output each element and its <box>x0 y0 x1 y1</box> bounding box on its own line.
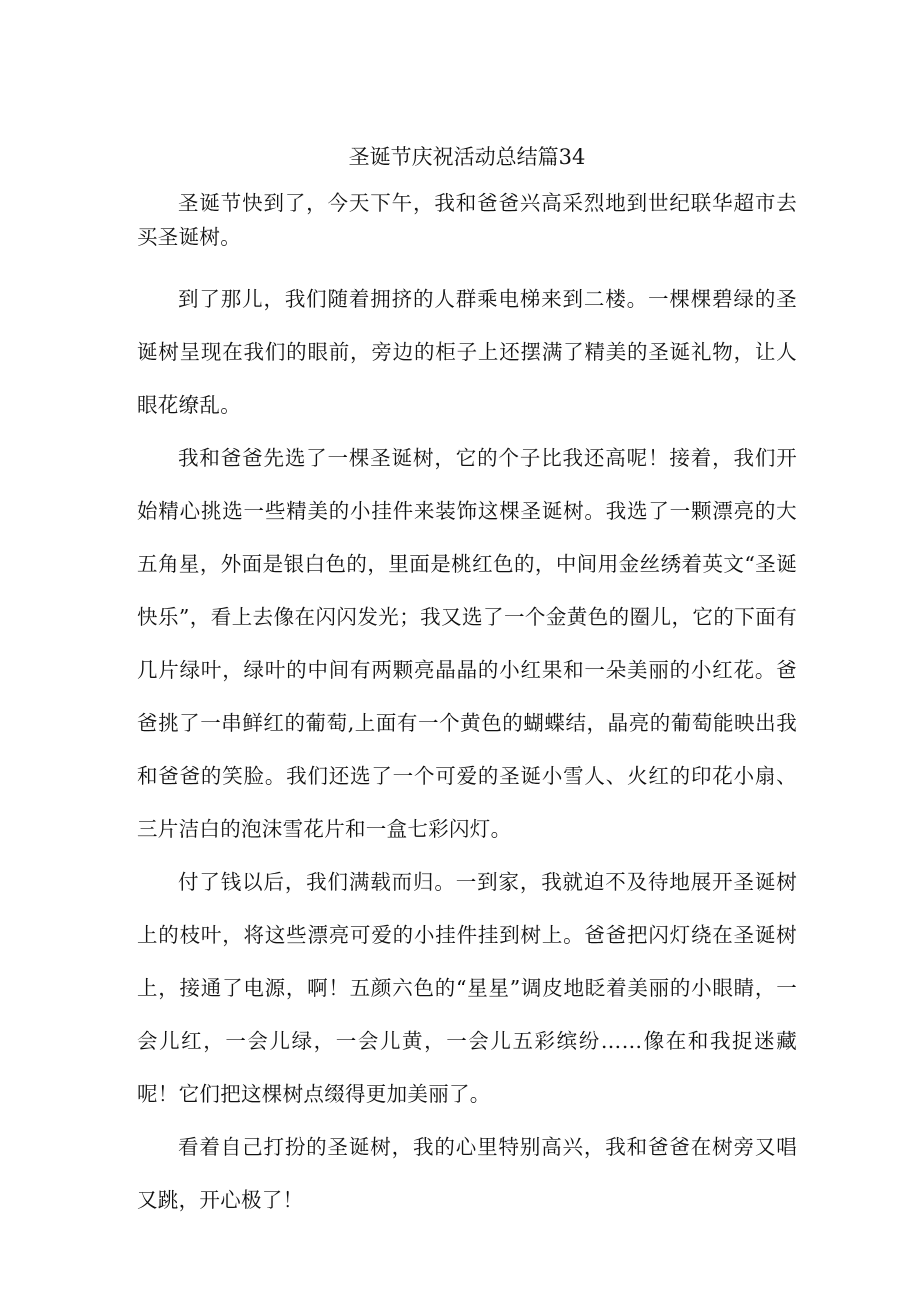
document-title: 圣诞节庆祝活动总结篇34 <box>348 145 586 169</box>
document-body <box>137 140 797 1227</box>
paragraph-2: 到了那儿，我们随着拥挤的人群乘电梯来到二楼。一棵棵碧绿的圣诞树呈现在我们的眼前，旁边的柜子上还摆满了精美的圣诞礼物，让人眼花缭乱。 <box>137 287 797 417</box>
paragraph-4: 付了钱以后，我们满载而归。一到家，我就迫不及待地展开圣诞树上的枝叶，将这些漂亮可爱的小挂件挂到树上。爸爸把闪灯绕在圣诞树上，接通了电源，啊！五颜六色的“星星”调皮地眨着美丽的小眼睛，一会儿红，一会儿绿，一会儿黄，一会儿五彩缤纷……像在和我捉迷藏呢！它们把这棵树点缀得更加美丽了。 <box>137 870 797 1106</box>
paragraph-5: 看着自己打扮的圣诞树，我的心里特别高兴，我和爸爸在树旁又唱又跳，开心极了！ <box>137 1135 797 1212</box>
paragraph-1: 圣诞节快到了，今天下午，我和爸爸兴高采烈地到世纪联华超市去买圣诞树。 <box>137 191 797 249</box>
paragraph-3: 我和爸爸先选了一棵圣诞树，它的个子比我还高呢！接着，我们开始精心挑选一些精美的小挂件来装饰这棵圣诞树。我选了一颗漂亮的大五角星，外面是银白色的，里面是桃红色的，中间用金丝绣着英文“圣诞快乐”，看上去像在闪闪发光；我又选了一个金黄色的圈儿，它的下面有几片绿叶，绿叶的中间有两颗亮晶晶的小红果和一朵美丽的小红花。爸爸挑了一串鲜红的葡萄,上面有一个黄色的蝴蝶结，晶亮的葡萄能映出我和爸爸的笑脸。我们还选了一个可爱的圣诞小雪人、火红的印花小扇、三片洁白的泡沫雪花片和一盒七彩闪灯。 <box>137 446 797 841</box>
